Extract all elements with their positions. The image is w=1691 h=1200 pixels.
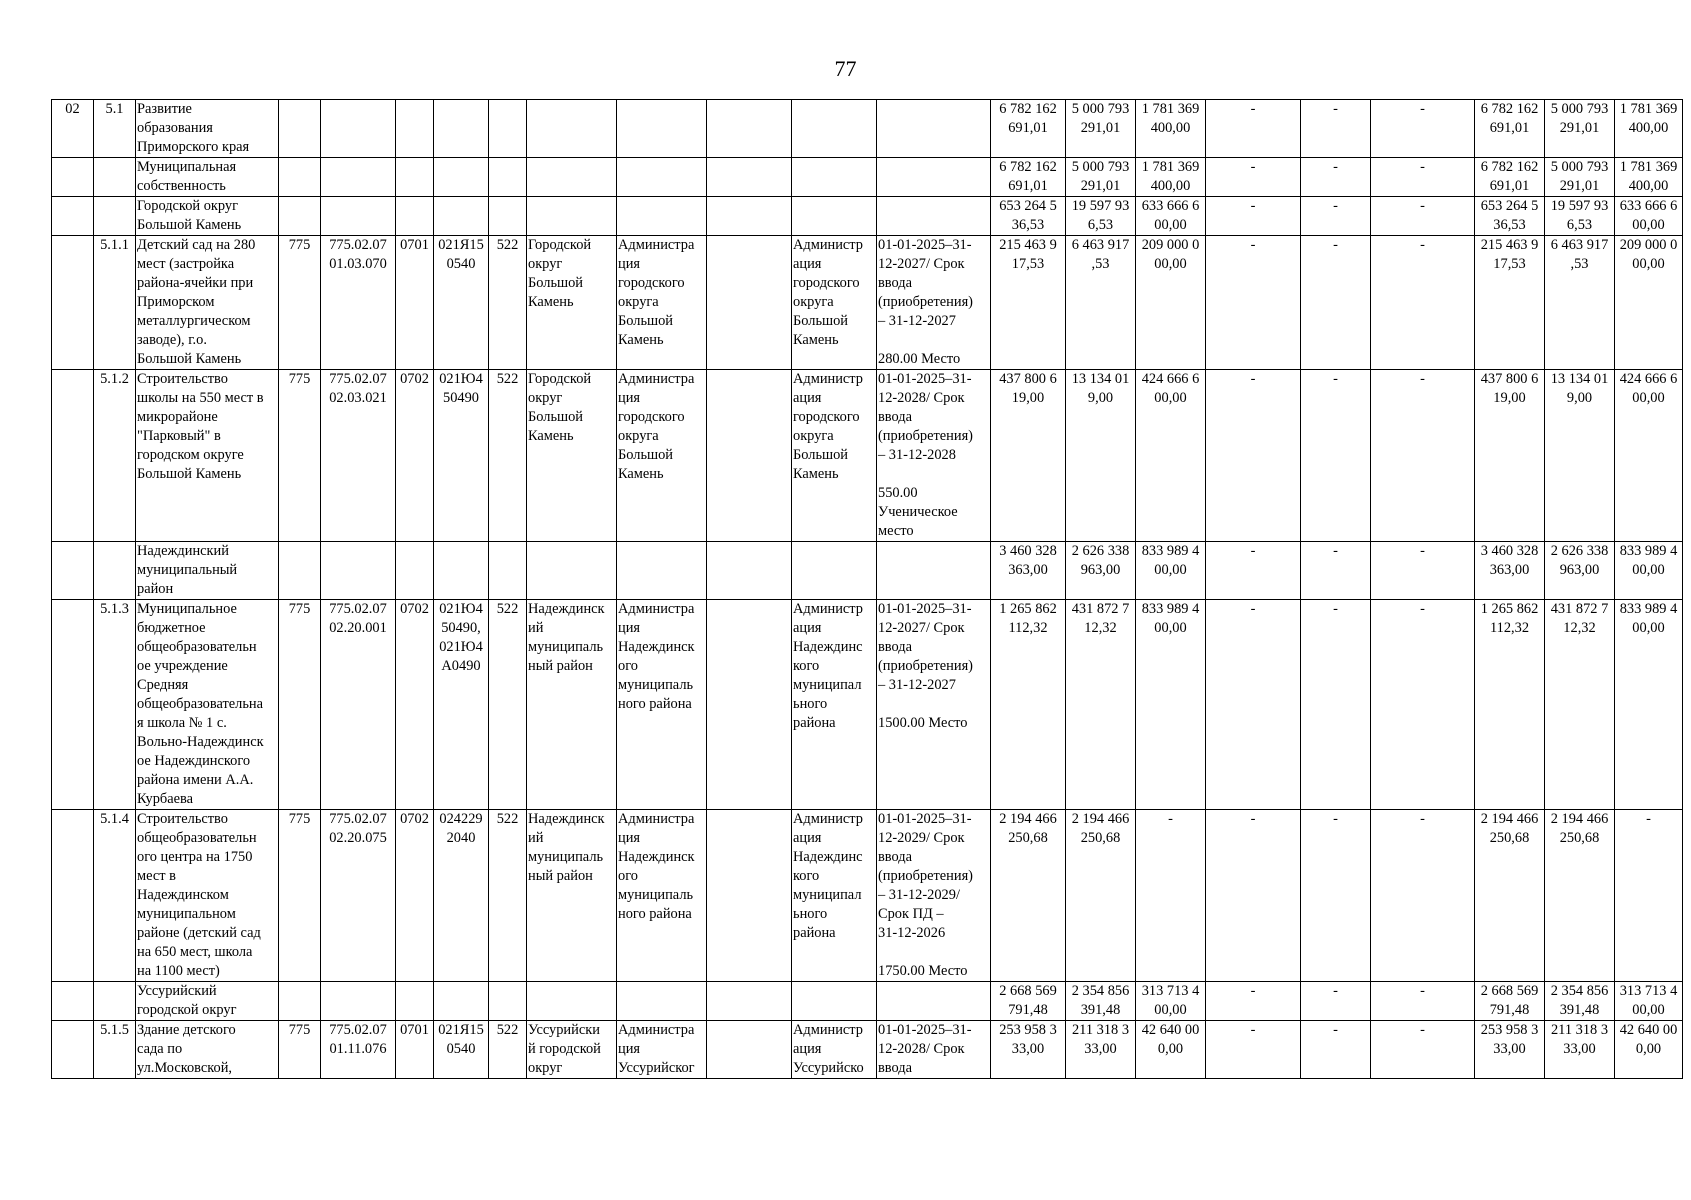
dash-cell: -	[1371, 982, 1475, 1021]
grbs-cell: 775	[279, 600, 321, 810]
allocated-total-cell: 2 194 466 250,68	[1475, 810, 1545, 982]
allocated-regional-cell: 211 318 3 33,00	[1545, 1021, 1615, 1079]
dash-cell: -	[1371, 236, 1475, 370]
object-code-cell: 775.02.07 01.11.076	[321, 1021, 396, 1079]
municipality-cell: Уссурийски й городской округ	[527, 1021, 617, 1079]
budget-regional-cell: 6 463 917 ,53	[1066, 236, 1136, 370]
empty-cell	[707, 100, 792, 158]
section-code-cell	[396, 197, 434, 236]
target-article-cell	[434, 982, 489, 1021]
allocated-total-cell: 2 668 569 791,48	[1475, 982, 1545, 1021]
developer-cell	[792, 542, 877, 600]
developer-cell: Администр ация Уссурийско	[792, 1021, 877, 1079]
allocated-federal-cell: 633 666 6 00,00	[1615, 197, 1683, 236]
allocated-total-cell: 253 958 3 33,00	[1475, 1021, 1545, 1079]
budget-federal-cell: 633 666 6 00,00	[1136, 197, 1206, 236]
dash-cell: -	[1301, 810, 1371, 982]
object-name-cell: Детский сад на 280 мест (застройка района-ячейки при Приморском металлургическом заводе), г.о. Большой Камень	[136, 236, 279, 370]
section-code-cell: 0702	[396, 370, 434, 542]
allocated-regional-cell: 5 000 793 291,01	[1545, 100, 1615, 158]
term-capacity-cell	[877, 197, 991, 236]
municipality-cell: Надеждинск ий муниципаль ный район	[527, 600, 617, 810]
customer-cell	[617, 158, 707, 197]
expense-type-cell: 522	[489, 1021, 527, 1079]
expense-type-cell	[489, 982, 527, 1021]
municipality-cell: Городской округ Большой Камень	[527, 370, 617, 542]
dash-cell: -	[1371, 810, 1475, 982]
budget-federal-cell: 313 713 4 00,00	[1136, 982, 1206, 1021]
municipality-cell	[527, 542, 617, 600]
item-number-cell: 5.1.2	[94, 370, 136, 542]
dash-cell: -	[1301, 542, 1371, 600]
target-article-cell: 021Ю4 50490	[434, 370, 489, 542]
table-row	[52, 982, 1683, 1021]
item-number-cell: 5.1.4	[94, 810, 136, 982]
dash-cell: -	[1206, 158, 1301, 197]
dash-cell: -	[1206, 370, 1301, 542]
dash-cell: -	[1206, 100, 1301, 158]
object-name-cell: Строительство школы на 550 мест в микрорайоне "Парковый" в городском округе Большой Камень	[136, 370, 279, 542]
section-cell	[52, 1021, 94, 1079]
customer-cell: Администра ция Уссурийског	[617, 1021, 707, 1079]
municipality-cell: Надеждинск ий муниципаль ный район	[527, 810, 617, 982]
object-name-cell: Городской округ Большой Камень	[136, 197, 279, 236]
table-row	[52, 197, 1683, 236]
term-capacity-cell: 01-01-2025–31- 12-2028/ Срок ввода	[877, 1021, 991, 1079]
section-cell	[52, 600, 94, 810]
municipality-cell	[527, 158, 617, 197]
dash-cell: -	[1301, 236, 1371, 370]
empty-cell	[707, 158, 792, 197]
allocated-regional-cell: 6 463 917 ,53	[1545, 236, 1615, 370]
item-number-cell	[94, 542, 136, 600]
section-cell	[52, 236, 94, 370]
expense-type-cell	[489, 542, 527, 600]
allocated-total-cell: 3 460 328 363,00	[1475, 542, 1545, 600]
developer-cell	[792, 197, 877, 236]
target-article-cell	[434, 158, 489, 197]
term-capacity-cell: 01-01-2025–31- 12-2027/ Срок ввода (приобретения) – 31-12-2027 280.00 Место	[877, 236, 991, 370]
expense-type-cell: 522	[489, 600, 527, 810]
allocated-total-cell: 6 782 162 691,01	[1475, 158, 1545, 197]
object-code-cell	[321, 982, 396, 1021]
budget-regional-cell: 5 000 793 291,01	[1066, 158, 1136, 197]
budget-regional-cell: 2 194 466 250,68	[1066, 810, 1136, 982]
dash-cell: -	[1301, 600, 1371, 810]
dash-cell: -	[1206, 197, 1301, 236]
developer-cell: Администр ация городского округа Большой Камень	[792, 236, 877, 370]
allocated-total-cell: 6 782 162 691,01	[1475, 100, 1545, 158]
table-row	[52, 236, 1683, 370]
allocated-federal-cell: 42 640 00 0,00	[1615, 1021, 1683, 1079]
budget-regional-cell: 2 626 338 963,00	[1066, 542, 1136, 600]
allocated-total-cell: 437 800 6 19,00	[1475, 370, 1545, 542]
budget-federal-cell: 1 781 369 400,00	[1136, 100, 1206, 158]
budget-federal-cell: -	[1136, 810, 1206, 982]
dash-cell: -	[1206, 542, 1301, 600]
municipality-cell	[527, 982, 617, 1021]
term-capacity-cell: 01-01-2025–31- 12-2028/ Срок ввода (приобретения) – 31-12-2028 550.00 Ученическое место	[877, 370, 991, 542]
total-cost-cell: 437 800 6 19,00	[991, 370, 1066, 542]
budget-regional-cell: 2 354 856 391,48	[1066, 982, 1136, 1021]
object-name-cell: Развитие образования Приморского края	[136, 100, 279, 158]
table-row	[52, 158, 1683, 197]
customer-cell: Администра ция Надеждинск ого муниципаль ного района	[617, 810, 707, 982]
section-cell: 02	[52, 100, 94, 158]
municipality-cell	[527, 197, 617, 236]
term-capacity-cell: 01-01-2025–31- 12-2029/ Срок ввода (приобретения) – 31-12-2029/ Срок ПД – 31-12-2026 1750.00 Место	[877, 810, 991, 982]
grbs-cell	[279, 197, 321, 236]
budget-federal-cell: 833 989 4 00,00	[1136, 600, 1206, 810]
budget-federal-cell: 209 000 0 00,00	[1136, 236, 1206, 370]
grbs-cell	[279, 542, 321, 600]
grbs-cell	[279, 100, 321, 158]
section-code-cell: 0701	[396, 236, 434, 370]
target-article-cell: 021Я15 0540	[434, 1021, 489, 1079]
dash-cell: -	[1206, 236, 1301, 370]
object-code-cell: 775.02.07 01.03.070	[321, 236, 396, 370]
expense-type-cell	[489, 197, 527, 236]
dash-cell: -	[1371, 370, 1475, 542]
customer-cell: Администра ция Надеждинск ого муниципаль ного района	[617, 600, 707, 810]
object-code-cell	[321, 542, 396, 600]
grbs-cell: 775	[279, 1021, 321, 1079]
dash-cell: -	[1301, 100, 1371, 158]
grbs-cell: 775	[279, 236, 321, 370]
budget-federal-cell: 42 640 00 0,00	[1136, 1021, 1206, 1079]
section-code-cell	[396, 542, 434, 600]
object-code-cell: 775.02.07 02.20.001	[321, 600, 396, 810]
table-row	[52, 370, 1683, 542]
allocated-federal-cell: 833 989 4 00,00	[1615, 600, 1683, 810]
empty-cell	[707, 600, 792, 810]
developer-cell	[792, 982, 877, 1021]
item-number-cell: 5.1.3	[94, 600, 136, 810]
section-code-cell: 0701	[396, 1021, 434, 1079]
allocated-regional-cell: 5 000 793 291,01	[1545, 158, 1615, 197]
customer-cell	[617, 100, 707, 158]
object-code-cell	[321, 100, 396, 158]
budget-regional-cell: 5 000 793 291,01	[1066, 100, 1136, 158]
allocated-federal-cell: 424 666 6 00,00	[1615, 370, 1683, 542]
total-cost-cell: 215 463 9 17,53	[991, 236, 1066, 370]
item-number-cell	[94, 197, 136, 236]
empty-cell	[707, 1021, 792, 1079]
section-cell	[52, 810, 94, 982]
page-number: 77	[834, 56, 857, 81]
object-name-cell: Уссурийский городской округ	[136, 982, 279, 1021]
object-name-cell: Муниципальная собственность	[136, 158, 279, 197]
total-cost-cell: 6 782 162 691,01	[991, 100, 1066, 158]
table-row	[52, 542, 1683, 600]
empty-cell	[707, 370, 792, 542]
dash-cell: -	[1206, 1021, 1301, 1079]
budget-federal-cell: 1 781 369 400,00	[1136, 158, 1206, 197]
object-name-cell: Строительство общеобразовательн ого центра на 1750 мест в Надеждинском муниципальном районе (детский сад на 650 мест, школа на 1100 мест)	[136, 810, 279, 982]
total-cost-cell: 653 264 5 36,53	[991, 197, 1066, 236]
empty-cell	[707, 197, 792, 236]
customer-cell	[617, 982, 707, 1021]
allocated-federal-cell: 1 781 369 400,00	[1615, 100, 1683, 158]
budget-regional-cell: 211 318 3 33,00	[1066, 1021, 1136, 1079]
object-name-cell: Муниципальное бюджетное общеобразовательн ое учреждение Средняя общеобразовательна я школа № 1 с. Вольно-Надеждинск ое Надеждинского района имени А.А. Курбаева	[136, 600, 279, 810]
term-capacity-cell	[877, 542, 991, 600]
table-row	[52, 1021, 1683, 1079]
dash-cell: -	[1301, 982, 1371, 1021]
budget-regional-cell: 13 134 01 9,00	[1066, 370, 1136, 542]
dash-cell: -	[1371, 542, 1475, 600]
dash-cell: -	[1301, 370, 1371, 542]
allocated-total-cell: 653 264 5 36,53	[1475, 197, 1545, 236]
section-cell	[52, 542, 94, 600]
total-cost-cell: 2 194 466 250,68	[991, 810, 1066, 982]
allocated-regional-cell: 2 194 466 250,68	[1545, 810, 1615, 982]
dash-cell: -	[1206, 600, 1301, 810]
expense-type-cell: 522	[489, 810, 527, 982]
dash-cell: -	[1371, 1021, 1475, 1079]
allocated-regional-cell: 19 597 93 6,53	[1545, 197, 1615, 236]
customer-cell	[617, 542, 707, 600]
term-capacity-cell	[877, 158, 991, 197]
target-article-cell: 021Я15 0540	[434, 236, 489, 370]
table-row	[52, 810, 1683, 982]
budget-regional-cell: 19 597 93 6,53	[1066, 197, 1136, 236]
allocated-federal-cell: 313 713 4 00,00	[1615, 982, 1683, 1021]
object-code-cell: 775.02.07 02.20.075	[321, 810, 396, 982]
grbs-cell: 775	[279, 810, 321, 982]
allocated-regional-cell: 2 354 856 391,48	[1545, 982, 1615, 1021]
object-name-cell: Здание детского сада по ул.Московской,	[136, 1021, 279, 1079]
object-code-cell	[321, 158, 396, 197]
dash-cell: -	[1301, 197, 1371, 236]
section-cell	[52, 982, 94, 1021]
total-cost-cell: 3 460 328 363,00	[991, 542, 1066, 600]
empty-cell	[707, 810, 792, 982]
section-cell	[52, 158, 94, 197]
item-number-cell: 5.1.5	[94, 1021, 136, 1079]
term-capacity-cell: 01-01-2025–31- 12-2027/ Срок ввода (приобретения) – 31-12-2027 1500.00 Место	[877, 600, 991, 810]
empty-cell	[707, 236, 792, 370]
customer-cell: Администра ция городского округа Большой Камень	[617, 236, 707, 370]
empty-cell	[707, 542, 792, 600]
dash-cell: -	[1371, 600, 1475, 810]
target-article-cell	[434, 542, 489, 600]
allocated-total-cell: 1 265 862 112,32	[1475, 600, 1545, 810]
object-name-cell: Надеждинский муниципальный район	[136, 542, 279, 600]
item-number-cell: 5.1	[94, 100, 136, 158]
object-code-cell	[321, 197, 396, 236]
allocated-federal-cell: 1 781 369 400,00	[1615, 158, 1683, 197]
developer-cell: Администр ация Надеждинс кого муниципал ьного района	[792, 600, 877, 810]
budget-regional-cell: 431 872 7 12,32	[1066, 600, 1136, 810]
investment-table	[51, 99, 1683, 1079]
term-capacity-cell	[877, 100, 991, 158]
section-code-cell	[396, 100, 434, 158]
section-code-cell: 0702	[396, 810, 434, 982]
budget-federal-cell: 833 989 4 00,00	[1136, 542, 1206, 600]
dash-cell: -	[1371, 158, 1475, 197]
item-number-cell	[94, 982, 136, 1021]
dash-cell: -	[1301, 1021, 1371, 1079]
allocated-regional-cell: 13 134 01 9,00	[1545, 370, 1615, 542]
target-article-cell: 024229 2040	[434, 810, 489, 982]
allocated-federal-cell: 833 989 4 00,00	[1615, 542, 1683, 600]
customer-cell: Администра ция городского округа Большой Камень	[617, 370, 707, 542]
total-cost-cell: 6 782 162 691,01	[991, 158, 1066, 197]
developer-cell	[792, 100, 877, 158]
developer-cell: Администр ация Надеждинс кого муниципал ьного района	[792, 810, 877, 982]
term-capacity-cell	[877, 982, 991, 1021]
developer-cell	[792, 158, 877, 197]
allocated-federal-cell: -	[1615, 810, 1683, 982]
total-cost-cell: 2 668 569 791,48	[991, 982, 1066, 1021]
dash-cell: -	[1371, 197, 1475, 236]
target-article-cell	[434, 100, 489, 158]
grbs-cell	[279, 982, 321, 1021]
dash-cell: -	[1371, 100, 1475, 158]
target-article-cell	[434, 197, 489, 236]
section-code-cell	[396, 982, 434, 1021]
allocated-federal-cell: 209 000 0 00,00	[1615, 236, 1683, 370]
developer-cell: Администр ация городского округа Большой Камень	[792, 370, 877, 542]
expense-type-cell: 522	[489, 236, 527, 370]
target-article-cell: 021Ю4 50490, 021Ю4 А0490	[434, 600, 489, 810]
allocated-total-cell: 215 463 9 17,53	[1475, 236, 1545, 370]
customer-cell	[617, 197, 707, 236]
allocated-regional-cell: 431 872 7 12,32	[1545, 600, 1615, 810]
municipality-cell	[527, 100, 617, 158]
grbs-cell: 775	[279, 370, 321, 542]
section-code-cell: 0702	[396, 600, 434, 810]
budget-federal-cell: 424 666 6 00,00	[1136, 370, 1206, 542]
table-row	[52, 600, 1683, 810]
section-cell	[52, 197, 94, 236]
municipality-cell: Городской округ Большой Камень	[527, 236, 617, 370]
grbs-cell	[279, 158, 321, 197]
dash-cell: -	[1206, 810, 1301, 982]
dash-cell: -	[1206, 982, 1301, 1021]
total-cost-cell: 1 265 862 112,32	[991, 600, 1066, 810]
expense-type-cell	[489, 100, 527, 158]
section-code-cell	[396, 158, 434, 197]
total-cost-cell: 253 958 3 33,00	[991, 1021, 1066, 1079]
item-number-cell: 5.1.1	[94, 236, 136, 370]
table-row	[52, 100, 1683, 158]
dash-cell: -	[1301, 158, 1371, 197]
section-cell	[52, 370, 94, 542]
item-number-cell	[94, 158, 136, 197]
expense-type-cell	[489, 158, 527, 197]
empty-cell	[707, 982, 792, 1021]
allocated-regional-cell: 2 626 338 963,00	[1545, 542, 1615, 600]
object-code-cell: 775.02.07 02.03.021	[321, 370, 396, 542]
expense-type-cell: 522	[489, 370, 527, 542]
